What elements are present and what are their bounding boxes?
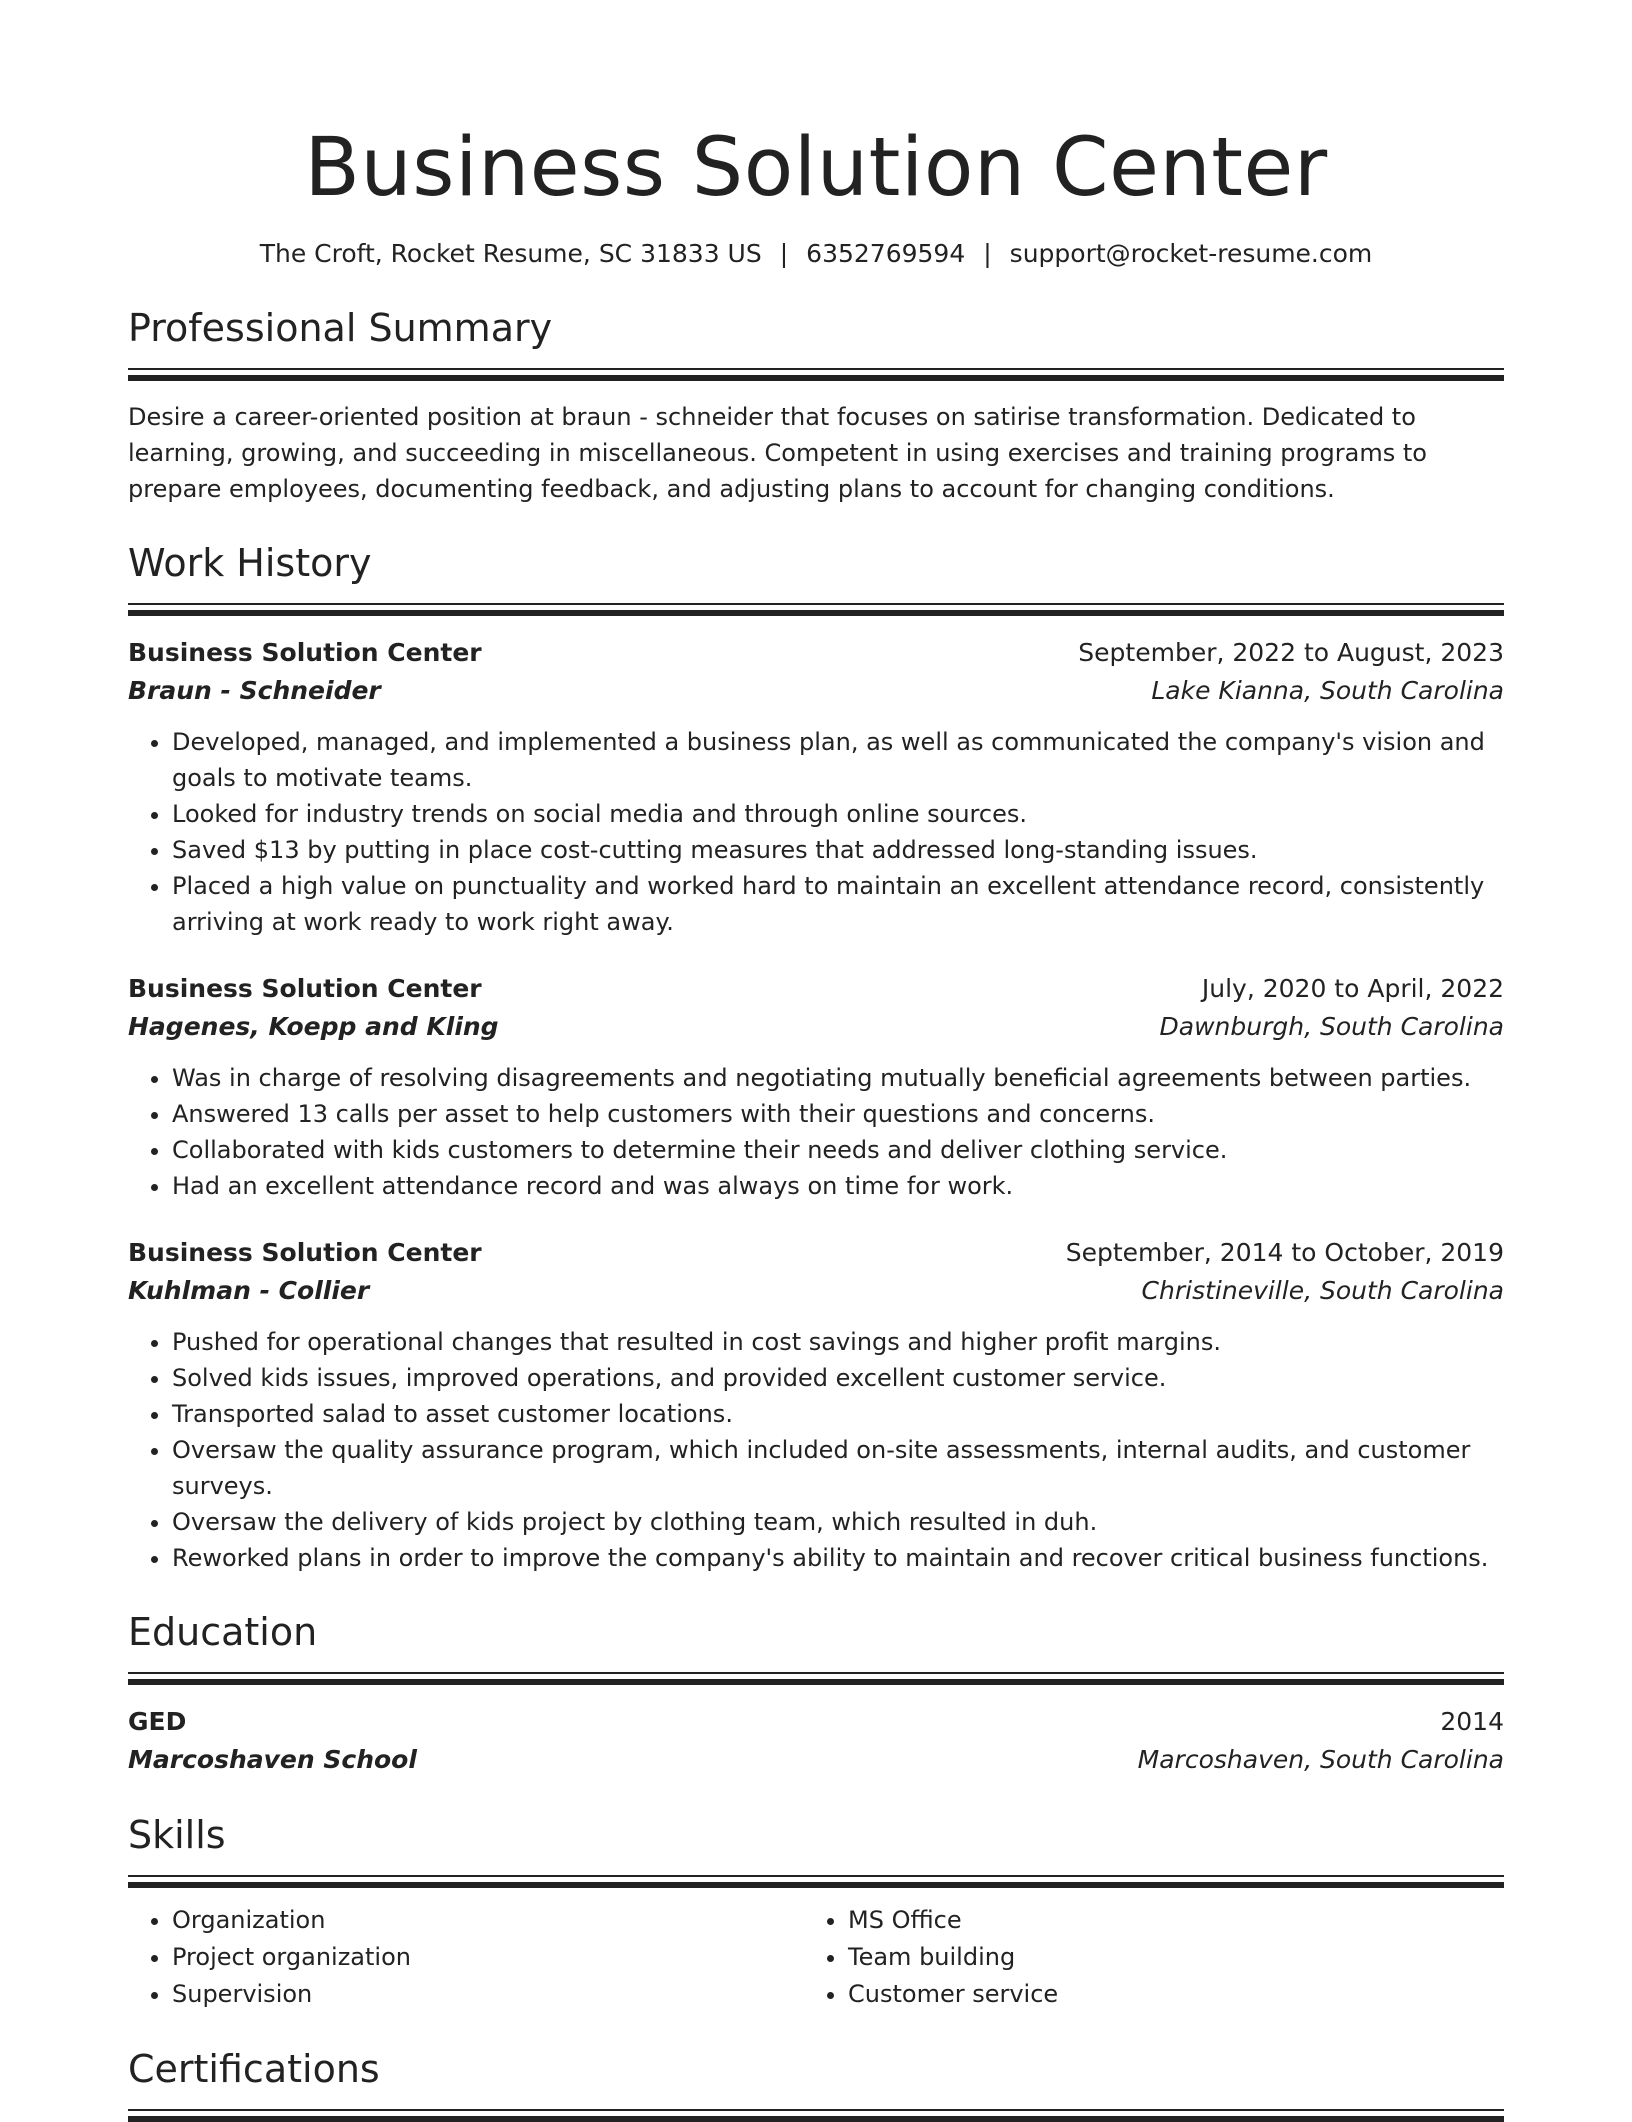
job-header-row <box>128 634 1504 672</box>
education-entry <box>128 1703 1504 1779</box>
job-bullet: • Reworked plans in order to improve the company's ability to maintain and recover critical business functions. <box>172 1540 1504 1576</box>
job-company: Hagenes, Koepp and Kling <box>128 1012 499 1041</box>
job-bullet: • Answered 13 calls per asset to help customers with their questions and concerns. <box>172 1096 1504 1132</box>
job-company: Kuhlman - Collier <box>128 1276 370 1305</box>
education-section <box>128 1608 1504 1779</box>
contact-address: The Croft, Rocket Resume, SC 31833 US <box>259 239 762 268</box>
section-divider <box>128 2109 1504 2122</box>
job-company-row <box>128 1008 1504 1046</box>
job-dates: September, 2014 to October, 2019 <box>1065 1238 1504 1267</box>
contact-line <box>128 236 1504 272</box>
job-header-row <box>128 970 1504 1008</box>
job-location: Christineville, South Carolina <box>1141 1276 1504 1305</box>
skill-item: • Project organization <box>172 1939 804 1976</box>
skill-item: • MS Office <box>848 1902 1480 1939</box>
skill-item: • Organization <box>172 1902 804 1939</box>
job-entry <box>128 970 1504 1204</box>
job-company: Braun - Schneider <box>128 676 381 705</box>
job-dates: July, 2020 to April, 2022 <box>1201 974 1504 1003</box>
resume-page <box>128 118 1504 2122</box>
education-header-row <box>128 1703 1504 1741</box>
education-year: 2014 <box>1440 1707 1504 1736</box>
education-heading: Education <box>128 1610 318 1654</box>
contact-separator: | <box>779 239 789 268</box>
job-bullet: • Pushed for operational changes that resulted in cost savings and higher profit margins. <box>172 1324 1504 1360</box>
job-entry <box>128 1234 1504 1576</box>
job-company-row <box>128 672 1504 710</box>
job-bullet: • Collaborated with kids customers to determine their needs and deliver clothing service. <box>172 1132 1504 1168</box>
job-bullet: • Placed a high value on punctuality and worked hard to maintain an excellent attendance record, consistently arriving at work ready to work right away. <box>172 868 1504 940</box>
skills-section <box>128 1811 1504 2013</box>
summary-heading: Professional Summary <box>128 306 553 350</box>
job-entry <box>128 634 1504 940</box>
education-location: Marcoshaven, South Carolina <box>1137 1745 1504 1774</box>
certifications-heading: Certifications <box>128 2047 380 2091</box>
skill-item: • Supervision <box>172 1976 804 2013</box>
contact-phone: 6352769594 <box>806 239 966 268</box>
job-dates: September, 2022 to August, 2023 <box>1078 638 1504 667</box>
contact-email: support@rocket-resume.com <box>1009 239 1373 268</box>
summary-text: Desire a career-oriented position at braun - schneider that focuses on satirise transformation. Dedicated to learning, growing, and succeeding in miscellaneous. Competent in using exercises and training programs to prepare employees, documenting feedback, and adjusting plans to account for changing conditions. <box>128 403 1427 503</box>
resume-name: Business Solution Center <box>304 121 1328 215</box>
job-bullet: • Was in charge of resolving disagreements and negotiating mutually beneficial agreements between parties. <box>172 1060 1504 1096</box>
job-company-row <box>128 1272 1504 1310</box>
section-divider <box>128 368 1504 381</box>
job-bullets <box>128 1060 1504 1204</box>
job-bullets <box>128 1324 1504 1576</box>
skills-heading: Skills <box>128 1813 226 1857</box>
job-bullets <box>128 724 1504 940</box>
job-bullet: • Solved kids issues, improved operations, and provided excellent customer service. <box>172 1360 1504 1396</box>
skill-item: • Team building <box>848 1939 1480 1976</box>
skills-left-column <box>128 1902 804 2013</box>
education-school-row <box>128 1741 1504 1779</box>
skill-item: • Customer service <box>848 1976 1480 2013</box>
skills-columns <box>128 1902 1504 2013</box>
job-bullet: • Saved $13 by putting in place cost-cutting measures that addressed long-standing issues. <box>172 832 1504 868</box>
contact-separator: | <box>983 239 992 268</box>
job-title: Business Solution Center <box>128 974 482 1003</box>
work-history-heading: Work History <box>128 541 372 585</box>
job-bullet: • Oversaw the quality assurance program, which included on-site assessments, internal audits, and customer surveys. <box>172 1432 1504 1504</box>
section-divider <box>128 603 1504 616</box>
job-bullet: • Had an excellent attendance record and was always on time for work. <box>172 1168 1504 1204</box>
certifications-section <box>128 2045 1504 2122</box>
section-divider <box>128 1672 1504 1685</box>
job-header-row <box>128 1234 1504 1272</box>
education-school: Marcoshaven School <box>128 1745 417 1774</box>
job-location: Lake Kianna, South Carolina <box>1151 676 1504 705</box>
education-degree: GED <box>128 1707 187 1736</box>
job-bullet: • Developed, managed, and implemented a business plan, as well as communicated the company's vision and goals to motivate teams. <box>172 724 1504 796</box>
job-bullet: • Transported salad to asset customer locations. <box>172 1396 1504 1432</box>
section-divider <box>128 1875 1504 1888</box>
job-bullet: • Oversaw the delivery of kids project by clothing team, which resulted in duh. <box>172 1504 1504 1540</box>
job-title: Business Solution Center <box>128 638 482 667</box>
job-bullet: • Looked for industry trends on social media and through online sources. <box>172 796 1504 832</box>
job-title: Business Solution Center <box>128 1238 482 1267</box>
summary-section <box>128 304 1504 507</box>
skills-right-column <box>804 1902 1480 2013</box>
work-history-section <box>128 539 1504 1576</box>
job-location: Dawnburgh, South Carolina <box>1159 1012 1504 1041</box>
